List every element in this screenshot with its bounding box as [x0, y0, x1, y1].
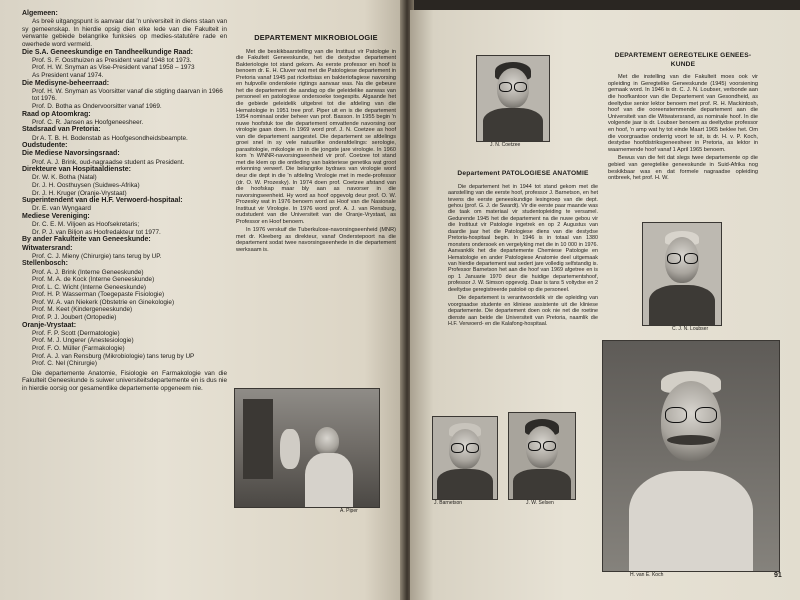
list-item: Dr. C. E. M. Viljoen as Hoofsekretaris;	[32, 221, 140, 229]
caption-barnetson: J. Barnetson	[434, 500, 463, 506]
list-item: Prof. C. J. Mieny (Chirurgie) tans terug by UP.	[32, 252, 162, 260]
suit	[483, 108, 543, 141]
list-item: Prof. A. J. van Rensburg (Mikrobiologie) tans terug by UP	[32, 352, 195, 360]
geregtelike-para-2: Bewus van die feit dat slegs twee departemente op die gebied van geregtelike geneeskunde in Suid-Afrika nog beskikbaar was en dat formele nagraadse opleiding ontbreek, het prof. H. W.	[608, 155, 758, 182]
geregtelike-para-1: Met die instelling van die Fakulteit moes ook vir opleiding in Geregtelike Geneeskunde (1945) voorsiening gemaak word. In 1946 is dr. C. J. N. Loubser, verbonde aan die hoofkantoor van die Departement van Gesondheid, as deeltydse senior lektor benoem met prof. R. H. Mackintosh, hoof van die ooreenstemmende departement aan die Universiteit van die Witwatersrand, as nominale hoof. In die volgende jaar is dr. Loubser benoem as deeltydse professor en hoof, 'n amp wat hy tot einde Maart 1965 beklee het. Om die voorgraadse onderrig voort te sit, is dr. H. v. P. Koch, destydse hoofdistriksgeneesheer in Pretoria, as lektor in waarnemende hoof vanaf 1 April 1965 benoem.	[608, 74, 758, 153]
list-item: Dr. P. J. van Biljon as Hoofredakteur tot 1977.	[32, 228, 161, 236]
right-page	[410, 10, 800, 600]
suit	[649, 285, 715, 325]
caption-koch: H. van E. Koch	[630, 572, 664, 578]
glasses-icon	[665, 407, 687, 423]
page-number: 91	[774, 572, 782, 579]
list-item: Prof. P. J. Joubert (Ortopedie)	[32, 314, 117, 322]
glasses-icon	[543, 441, 556, 451]
list-item: Prof. M. A. de Kock (Interne Geneeskunde)	[32, 276, 155, 284]
portrait-koch	[602, 340, 780, 572]
section-heading: Oranje-Vrystaat:	[22, 321, 77, 329]
list-item: Dr. E. van Wyngaard	[32, 205, 91, 213]
mikro-heading: DEPARTEMENT MIKROBIOLOGIE	[254, 33, 378, 42]
scientist-head	[315, 427, 339, 455]
section-heading: Stadsraad van Pretoria:	[22, 126, 101, 134]
glasses-icon	[451, 443, 464, 453]
mikro-section	[236, 34, 396, 254]
left-column	[22, 10, 227, 393]
section-heading: Stellenbosch:	[22, 260, 68, 268]
list-item: Prof. H. W. Snyman as Vise-President vanaf 1958 – 1973	[32, 64, 195, 72]
list-item: Prof. H. W. Snyman as Voorsitter vanaf die stigting daarvan in 1966 tot 1976.	[32, 87, 223, 103]
list-item: As breë uitgangspunt is aanvaar dat 'n universiteit in diens staan van sy gemeenskap. In hierdie opsig dien elke lede van die Fakulteit in verwante gebiede belangrike funksies op medies-statutêre rade en owerhede word vermeld.	[22, 18, 227, 48]
lab-shelf	[243, 399, 273, 479]
section-heading: By ander Fakulteite van Geneeskunde:	[22, 236, 151, 244]
list-item: Prof. F. P. Scott (Dermatologie)	[32, 329, 120, 337]
list-item: Prof. C. R. Jansen as Hoofgeneesheer.	[32, 118, 144, 126]
geregtelike-heading: DEPARTEMENT GEREGTELIKE GENEES-KUNDE	[614, 52, 752, 68]
list-item: Prof. H. P. Wasserman (Toegepaste Fisiologie)	[32, 291, 165, 299]
glasses-icon	[466, 443, 479, 453]
shirt	[629, 471, 753, 571]
section-heading: Superintendent van die H.F. Verwoerd-hospitaal:	[22, 197, 183, 205]
section-heading: Witwatersrand:	[22, 244, 73, 252]
caption-coetzee: J. N. Coetzee	[490, 142, 521, 148]
list-item: Dr. J. H. Oosthuysen (Suidwes-Afrika)	[32, 181, 140, 189]
laboratory-photo	[234, 388, 380, 508]
list-item: Prof. M. Keet (Kindergeneeskunde)	[32, 306, 133, 314]
list-item: Prof. W. A. van Niekerk (Obstetrie en Ginekologie)	[32, 298, 175, 306]
portrait-selsen	[508, 412, 576, 500]
section-heading: Die Medisyne-beheerraad:	[22, 79, 110, 87]
caption-piper: A. Piper	[340, 508, 358, 514]
glasses-icon	[528, 441, 541, 451]
list-item: Dr A. T. B. H. Bodenstab as Hoofgesondheidsbeampte.	[32, 134, 188, 142]
moustache	[667, 435, 715, 445]
caption-loubser: C. J. N. Loubser	[672, 326, 709, 332]
portrait-coetzee	[476, 55, 550, 142]
lab-bottle	[280, 429, 300, 469]
list-item: Prof. M. J. Ungerer (Anestesiologie)	[32, 337, 134, 345]
anatomie-heading: Departement PATOLOGIESE ANATOMIE	[457, 170, 589, 177]
scientist-body	[305, 453, 353, 507]
mikro-para-2: In 1976 verskuif die Tuberkulose-navorsingseenheid (MNR) met dr. Kleeberg as direkteur, vanaf Onderstepoort na die departement sodat twee navorsingseenhede in die departement werksaam is.	[236, 227, 396, 253]
list-item: Prof. C. Nel (Chirurgie)	[32, 360, 97, 368]
section-heading: Algemeen:	[22, 10, 58, 17]
section-heading: Die Mediese Navorsingsraad:	[22, 150, 120, 158]
glasses-icon	[667, 253, 681, 264]
section-heading: Raad op Atoomkrag:	[22, 110, 91, 118]
list-item: Die departemente Anatomie, Fisiologie en Farmakologie van die Fakulteit Geneeskunde is suiwer universiteitsdepartemente en is dus nie in hierdie oorsig oor gesamentlike departemente opgeneem nie.	[22, 369, 227, 393]
list-item: As President vanaf 1974.	[32, 71, 104, 79]
list-item: Prof. A. J. Brink, oud-nagraadse student as President.	[32, 158, 185, 166]
anatomie-para-1: Die departement het in 1944 tot stand gekom met die aanstelling van die eerste hoof, professor J. Barnetson, en het tevens die eerste geneeskundige lesingroep van die dept. gehou (prof. G. J. de Swardt). Vir die eerste paar maande was die taak om materiaal vir studentopleiding te versamel. Gedurende 1945 het die departement na die nuwe gebou vir die Instituut vir Patologie ingetrek en op 2 Augustus van daardie jaar het die Patologiese diens van die destydse Pretoria-hospitaal begin. In 1946 is in totaal van 1380 monsters ondersoek en vergelyking met die in 10 000 in 1976. Aanvanklik het die departemente Chemiese Patologie en Hematologie en ander Patologiese Anatomie deel uitgemaak van hierdie departement wat sedert jare volledig selfstandig is. Professor Barnetson het aan die hoof van 1969 afgetree en is op 1 Januarie 1970 deur die huidige departementshoof, professor J. W. Simson opgevolg. Daar is tans 5 voltydse en 2 deeltydse geregistreerde patoloë op die personeel.	[448, 183, 598, 293]
caption-selsen: J. W. Selsen	[526, 500, 554, 506]
glasses-icon	[499, 82, 512, 92]
portrait-loubser	[642, 222, 722, 326]
glasses-icon	[684, 253, 698, 264]
list-item: Prof. A. J. Brink (Interne Geneeskunde)	[32, 268, 144, 276]
mikro-para-1: Met die beskikbaarstelling van die Instituut vir Patologie in die Fakulteit Geneeskunde, het die destydse departement Bakteriologie tot stand gekom. As eerste professor en hoof is benoem dr. E. H. Cluver wat met die Patologiese departement in Pretoria vanaf 1945 pat rickettsias en bakteriofagiese navorsing en hulpvolle onderskeie rigtings aanvaar was. Na die gebeure het die departement die aandag op die geleidelike aanwas van personeel en patologiese ondersoeke toegespits. Algaande het die gebiede geleidelik uitgebrei tot die afdeling van die Hematologie in 1951 tree prof. Piper uit en is die departement 1954 nominaal onder beheer van prof. Basson. In 1955 begin 'n nuwe hoofstuk toe die departement omvattende navorsing oor virologie gaan doen. In 1969 word prof. J. N. Coetzee as hoof van die departement aangestel. Die departement se afdelings groei snel in sy vele natuurlike onderafdelings: serologie, parasitologie, mikologie en in die jongste jare virologie. In 1960 kom 'n WNNR-navorsingseenheid vir prof. Coetzee tot stand met die klem op die ontleding van bakteriese genetika wat groot erkenning verwerf. Die belangrike bydraes van virologie word deur die dept in die 'n afdeling Virologie met in mede-professor (dr. O. W. Prozesky). In 1974 doen prof. Coetzee afstand van die hoofskap maar bly aan as navorser in die navorsingseenheid. Hy word as hoof opgevolg deur prof. O. W. Prozesky wat in 1976 benoem word as Hoof van die Nasionale Instituut vir Virologie. In 1976 word prof. A. J. van Rensburg, oudstudent van die Universiteit van die Oranje-Vrystaat, as Professor en Hoof benoem.	[236, 48, 396, 225]
list-item: Prof. D. Botha as Ondervoorsitter vanaf 1969.	[32, 102, 162, 110]
portrait-barnetson	[432, 416, 498, 500]
glasses-icon	[695, 407, 717, 423]
list-item: Prof. L. C. Wicht (Interne Geneeskunde)	[32, 283, 147, 291]
list-item: Prof. S. F. Oosthuizen as President vanaf 1948 tot 1973.	[32, 56, 192, 64]
glasses-icon	[514, 82, 527, 92]
anatomie-para-2: Die departement is verantwoordelik vir die opleiding van voorgraadse studente en kliniese assistente uit die kliniese departemente. Die departement doen ook nie net die roetine dienste aan beide die Universiteit van Pretoria, naamlik die H.F. Verwoerd- en die Kalafong-hospitaal.	[448, 295, 598, 328]
suit	[513, 469, 571, 499]
section-heading: Direkteure van Hospitaaldienste:	[22, 166, 131, 174]
section-heading: Mediese Vereniging:	[22, 212, 90, 220]
list-item: Dr. J. H. Kruger (Oranje-Vrystaat)	[32, 189, 127, 197]
section-heading: Die S.A. Geneeskundige en Tandheelkundige Raad:	[22, 48, 194, 56]
anatomie-section	[448, 170, 598, 328]
list-item: Prof. F. O. Müller (Farmakologie)	[32, 345, 125, 353]
list-item: Dr. W. K. Botha (Natal)	[32, 174, 97, 182]
suit	[437, 469, 493, 499]
section-heading: Oudstudente:	[22, 142, 68, 150]
geregtelike-section	[608, 52, 758, 182]
